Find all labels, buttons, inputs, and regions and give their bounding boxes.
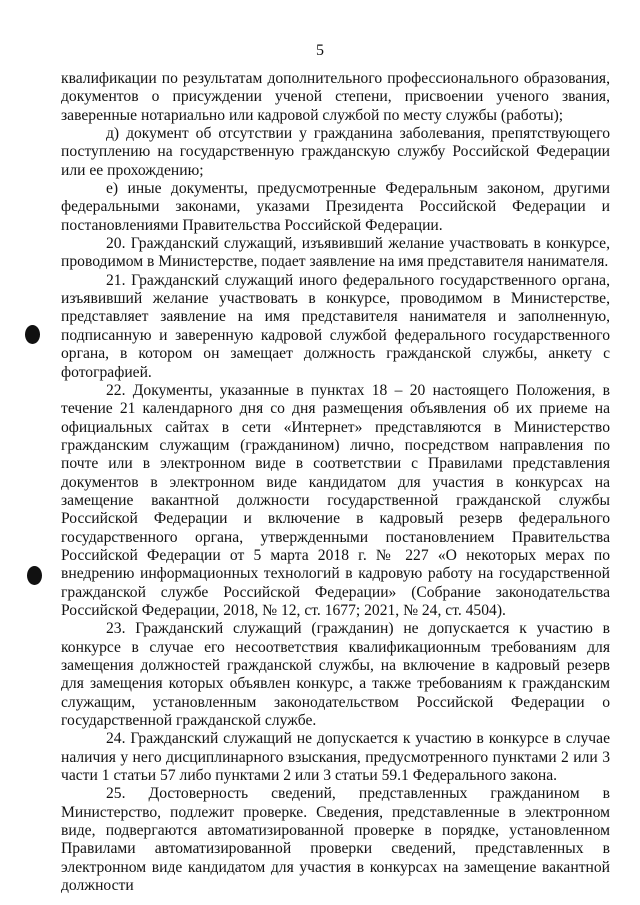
- paragraph-25: 25. Достоверность сведений, представленных гражданином в Министерство, подлежит проверке. Сведения, представленные в электронном виде, подвергаются автоматизированной проверке в порядке, установленном Правилами автоматизированной проверки сведений, представленных в электронном виде кандидатом для участия в конкурсах на замещение вакантной должности: [61, 785, 610, 895]
- punch-hole-mark: [25, 325, 40, 344]
- paragraph-21: 21. Гражданский служащий иного федерального государственного органа, изъявивший желание участвовать в конкурсе, проводимом в Министерстве, представляет заявление на имя представителя нанимателя и заполненную, подписанную и заверенную кадровой службой федерального государственного органа, в котором он замещает должность гражданской службы, анкету с фотографией.: [61, 271, 610, 381]
- punch-hole-mark: [27, 566, 42, 585]
- document-body: [61, 70, 610, 895]
- paragraph-19-g-continuation: квалификации по результатам дополнительного профессионального образования, документов о присуждении ученой степени, присвоении ученого звания, заверенные нотариально или кадровой службой по месту службы (работы);: [61, 70, 610, 124]
- paragraph-22: 22. Документы, указанные в пунктах 18 – 20 настоящего Положения, в течение 21 календарного дня со дня размещения объявления об их приеме на официальных сайтах в сети «Интернет» представляются в Министерство гражданским служащим (гражданином) лично, посредством направления по почте или в электронном виде в соответствии с Правилами представления документов в электронном виде кандидатом для участия в конкурсах на замещение вакантной должности государственной гражданской службы Российской Федерации и включение в кадровый резерв федерального государственного органа, утвержденными постановлением Правительства Российской Федерации от 5 марта 2018 г. № 227 «О некоторых мерах по внедрению информационных технологий в кадровую работу на государственной гражданской службе Российской Федерации» (Собрание законодательства Российской Федерации, 2018, № 12, ст. 1677; 2021, № 24, ст. 4504).: [61, 381, 610, 619]
- paragraph-20: 20. Гражданский служащий, изъявивший желание участвовать в конкурсе, проводимом в Министерстве, подает заявление на имя представителя нанимателя.: [61, 235, 610, 271]
- paragraph-19-e: е) иные документы, предусмотренные Федеральным законом, другими федеральными законами, указами Президента Российской Федерации и постановлениями Правительства Российской Федерации.: [61, 180, 610, 234]
- paragraph-23: 23. Гражданский служащий (гражданин) не допускается к участию в конкурсе в случае его несоответствия квалификационным требованиям для замещения должностей гражданской службы, на включение в кадровый резерв для замещения которых объявлен конкурс, а также требованиям к гражданским служащим, установленным законодательством Российской Федерации о государственной гражданской службе.: [61, 620, 610, 730]
- paragraph-24: 24. Гражданский служащий не допускается к участию в конкурсе в случае наличия у него дисциплинарного взыскания, предусмотренного пунктами 2 или 3 части 1 статьи 57 либо пунктами 2 или 3 статьи 59.1 Федерального закона.: [61, 730, 610, 785]
- paragraph-19-d: д) документ об отсутствии у гражданина заболевания, препятствующего поступлению на государственную гражданскую службу Российской Федерации или ее прохождению;: [61, 125, 610, 179]
- page-number: 5: [316, 42, 324, 59]
